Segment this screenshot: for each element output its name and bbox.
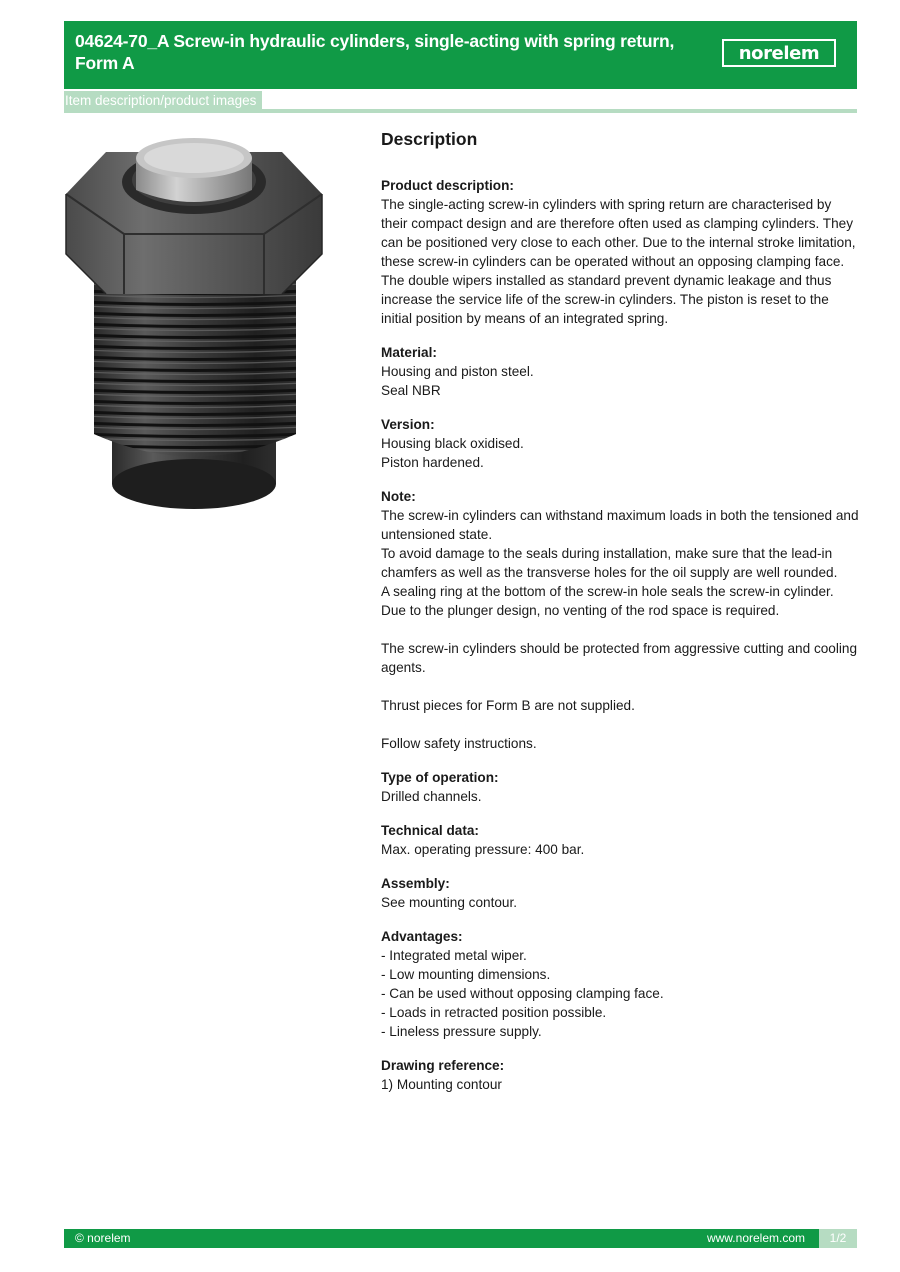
description-heading: Description bbox=[381, 129, 478, 149]
description-sections bbox=[381, 176, 861, 1094]
product-image bbox=[64, 134, 324, 514]
section-text: Piston hardened. bbox=[381, 455, 484, 470]
paragraph-spacer bbox=[381, 677, 861, 696]
section-title: Note: bbox=[381, 489, 416, 504]
section-title: Assembly: bbox=[381, 876, 450, 891]
section-text: 1) Mounting contour bbox=[381, 1077, 502, 1092]
section-text: See mounting contour. bbox=[381, 895, 518, 910]
footer-copyright: © norelem bbox=[75, 1231, 131, 1245]
section-text: - Can be used without opposing clamping face. bbox=[381, 986, 664, 1001]
subheader-label: Item description/product images bbox=[64, 91, 262, 111]
section-title: Drawing reference: bbox=[381, 1058, 505, 1073]
section-text: - Low mounting dimensions. bbox=[381, 967, 551, 982]
section-text: The screw-in cylinders should be protected from aggressive cutting and cooling agents. bbox=[381, 641, 861, 675]
description-section bbox=[381, 343, 861, 400]
paragraph-spacer bbox=[381, 620, 861, 639]
description-section bbox=[381, 768, 861, 806]
section-text: Thrust pieces for Form B are not supplied. bbox=[381, 698, 635, 713]
section-title: Version: bbox=[381, 417, 435, 432]
section-text: Due to the plunger design, no venting of the rod space is required. bbox=[381, 603, 780, 618]
section-text: The single-acting screw-in cylinders with spring return are characterised by their compact design and are therefore often used as clamping cylinders. They can be positioned very close to each other. Due to the internal stroke limitation, these screw-in cylinders can be operated without an opposing clamping face. The double wipers installed as standard prevent dynamic leakage and thus increase the service life of the screw-in cylinders. The piston is reset to the initial position by means of an integrated spring. bbox=[381, 197, 860, 326]
description-section bbox=[381, 821, 861, 859]
description-section bbox=[381, 487, 861, 753]
footer-website-link[interactable]: www.norelem.com bbox=[706, 1231, 805, 1245]
section-title: Product description: bbox=[381, 178, 514, 193]
page-header bbox=[64, 21, 857, 89]
page-footer bbox=[64, 1229, 857, 1248]
section-text: A sealing ring at the bottom of the screw-in hole seals the screw-in cylinder. bbox=[381, 584, 834, 599]
section-text: Max. operating pressure: 400 bar. bbox=[381, 842, 585, 857]
norelem-logo bbox=[722, 39, 836, 67]
description-section bbox=[381, 874, 861, 912]
section-title: Technical data: bbox=[381, 823, 479, 838]
description-content bbox=[381, 128, 861, 1109]
description-section bbox=[381, 176, 861, 328]
section-text: To avoid damage to the seals during installation, make sure that the lead-in chamfers as well as the transverse holes for the oil supply are well rounded. bbox=[381, 546, 838, 580]
logo-text: norelem bbox=[738, 42, 820, 64]
section-text: The screw-in cylinders can withstand maximum loads in both the tensioned and untensioned state. bbox=[381, 508, 863, 542]
section-subheader bbox=[64, 91, 857, 113]
description-section bbox=[381, 415, 861, 472]
section-text: Follow safety instructions. bbox=[381, 736, 537, 751]
section-title: Advantages: bbox=[381, 929, 463, 944]
section-text: - Lineless pressure supply. bbox=[381, 1024, 542, 1039]
section-title: Material: bbox=[381, 345, 437, 360]
section-text: Drilled channels. bbox=[381, 789, 482, 804]
section-text: Seal NBR bbox=[381, 383, 441, 398]
section-text: - Loads in retracted position possible. bbox=[381, 1005, 607, 1020]
paragraph-spacer bbox=[381, 715, 861, 734]
page-title: 04624-70_A Screw-in hydraulic cylinders, single-acting with spring return, Form A bbox=[75, 31, 675, 73]
description-section bbox=[381, 927, 861, 1041]
section-text: Housing and piston steel. bbox=[381, 364, 534, 379]
section-text: - Integrated metal wiper. bbox=[381, 948, 527, 963]
description-section bbox=[381, 1056, 861, 1094]
footer-page-number: 1/2 bbox=[819, 1229, 857, 1248]
section-title: Type of operation: bbox=[381, 770, 499, 785]
section-text: Housing black oxidised. bbox=[381, 436, 524, 451]
